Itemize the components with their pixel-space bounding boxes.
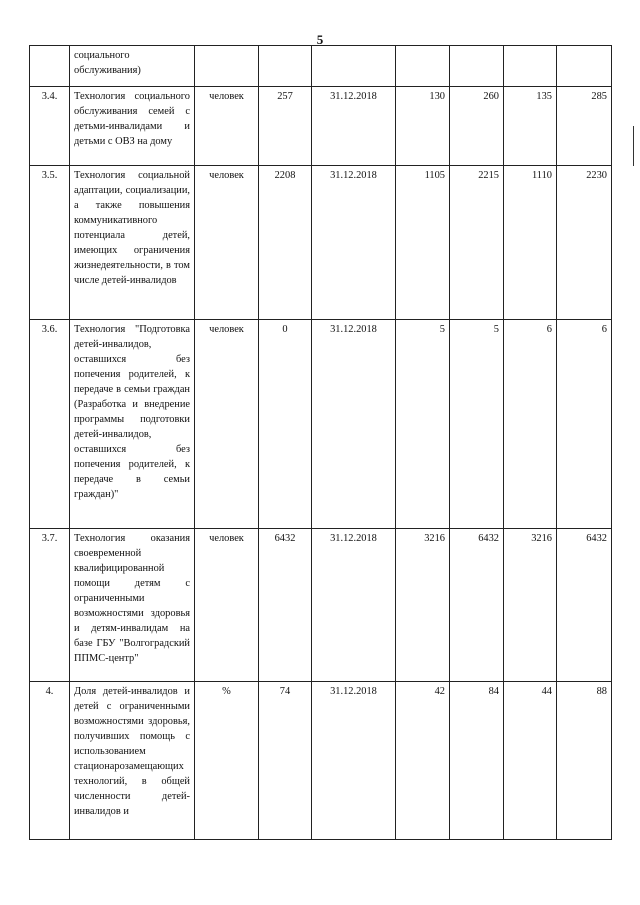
- table-row: [30, 320, 612, 529]
- row-base-value: [259, 46, 312, 87]
- row-value: 1105: [396, 166, 450, 320]
- row-unit: человек: [195, 87, 259, 166]
- row-name: социального обслуживания): [70, 46, 195, 87]
- row-value: 44: [504, 682, 557, 840]
- row-value: [450, 46, 504, 87]
- table-row: [30, 682, 612, 840]
- row-date: [312, 46, 396, 87]
- row-value: 88: [557, 682, 612, 840]
- row-date: 31.12.2018: [312, 166, 396, 320]
- row-number: 3.4.: [30, 87, 70, 166]
- row-base-value: 257: [259, 87, 312, 166]
- row-value: 135: [504, 87, 557, 166]
- table-row: [30, 166, 612, 320]
- row-value: 3216: [504, 529, 557, 682]
- row-name: Технология "Подготовка детей-инвалидов, оставшихся без попечения родителей, к передаче в семьи граждан (Разработка и внедрение программы подготовки детей-инвалидов, оставшихся без попечения родителей, к передаче в семьи граждан)": [70, 320, 195, 529]
- row-date: 31.12.2018: [312, 87, 396, 166]
- row-number: [30, 46, 70, 87]
- row-unit: [195, 46, 259, 87]
- row-base-value: 2208: [259, 166, 312, 320]
- row-value: 1110: [504, 166, 557, 320]
- row-value: 5: [450, 320, 504, 529]
- row-value: 130: [396, 87, 450, 166]
- row-value: 6: [504, 320, 557, 529]
- row-date: 31.12.2018: [312, 320, 396, 529]
- row-value: [396, 46, 450, 87]
- row-base-value: 0: [259, 320, 312, 529]
- row-name: Доля детей-инвалидов и детей с ограниченными возможностями здоровья, получивших помощь с использованием стационарозамещающих технологий, в общей численности детей-инвалидов и: [70, 682, 195, 840]
- row-unit: человек: [195, 320, 259, 529]
- row-base-value: 74: [259, 682, 312, 840]
- row-number: 3.7.: [30, 529, 70, 682]
- row-value: 6: [557, 320, 612, 529]
- row-value: [557, 46, 612, 87]
- row-unit: %: [195, 682, 259, 840]
- row-value: 285: [557, 87, 612, 166]
- row-value: 2215: [450, 166, 504, 320]
- row-name: Технология социальной адаптации, социализации, а также повышения коммуникативного потенциала детей, имеющих ограничения жизнедеятельности, в том числе детей-инвалидов: [70, 166, 195, 320]
- row-value: 42: [396, 682, 450, 840]
- table-row: [30, 46, 612, 87]
- row-number: 3.5.: [30, 166, 70, 320]
- row-value: 260: [450, 87, 504, 166]
- scan-edge-mark: [633, 126, 634, 166]
- row-unit: человек: [195, 166, 259, 320]
- row-base-value: 6432: [259, 529, 312, 682]
- page-number: 5: [316, 32, 324, 47]
- table-row: [30, 529, 612, 682]
- row-date: 31.12.2018: [312, 682, 396, 840]
- row-value: 5: [396, 320, 450, 529]
- row-name: Технология социального обслуживания семей с детьми-инвалидами и детьми с ОВЗ на дому: [70, 87, 195, 166]
- row-value: [504, 46, 557, 87]
- row-value: 84: [450, 682, 504, 840]
- row-date: 31.12.2018: [312, 529, 396, 682]
- row-number: 4.: [30, 682, 70, 840]
- row-name: Технология оказания своевременной квалифицированной помощи детям с ограниченными возможностями здоровья и детям-инвалидам на базе ГБУ "Волгоградский ППМС-центр": [70, 529, 195, 682]
- indicators-table: [29, 45, 612, 840]
- row-number: 3.6.: [30, 320, 70, 529]
- row-value: 3216: [396, 529, 450, 682]
- row-value: 6432: [450, 529, 504, 682]
- row-unit: человек: [195, 529, 259, 682]
- row-value: 2230: [557, 166, 612, 320]
- table-row: [30, 87, 612, 166]
- row-value: 6432: [557, 529, 612, 682]
